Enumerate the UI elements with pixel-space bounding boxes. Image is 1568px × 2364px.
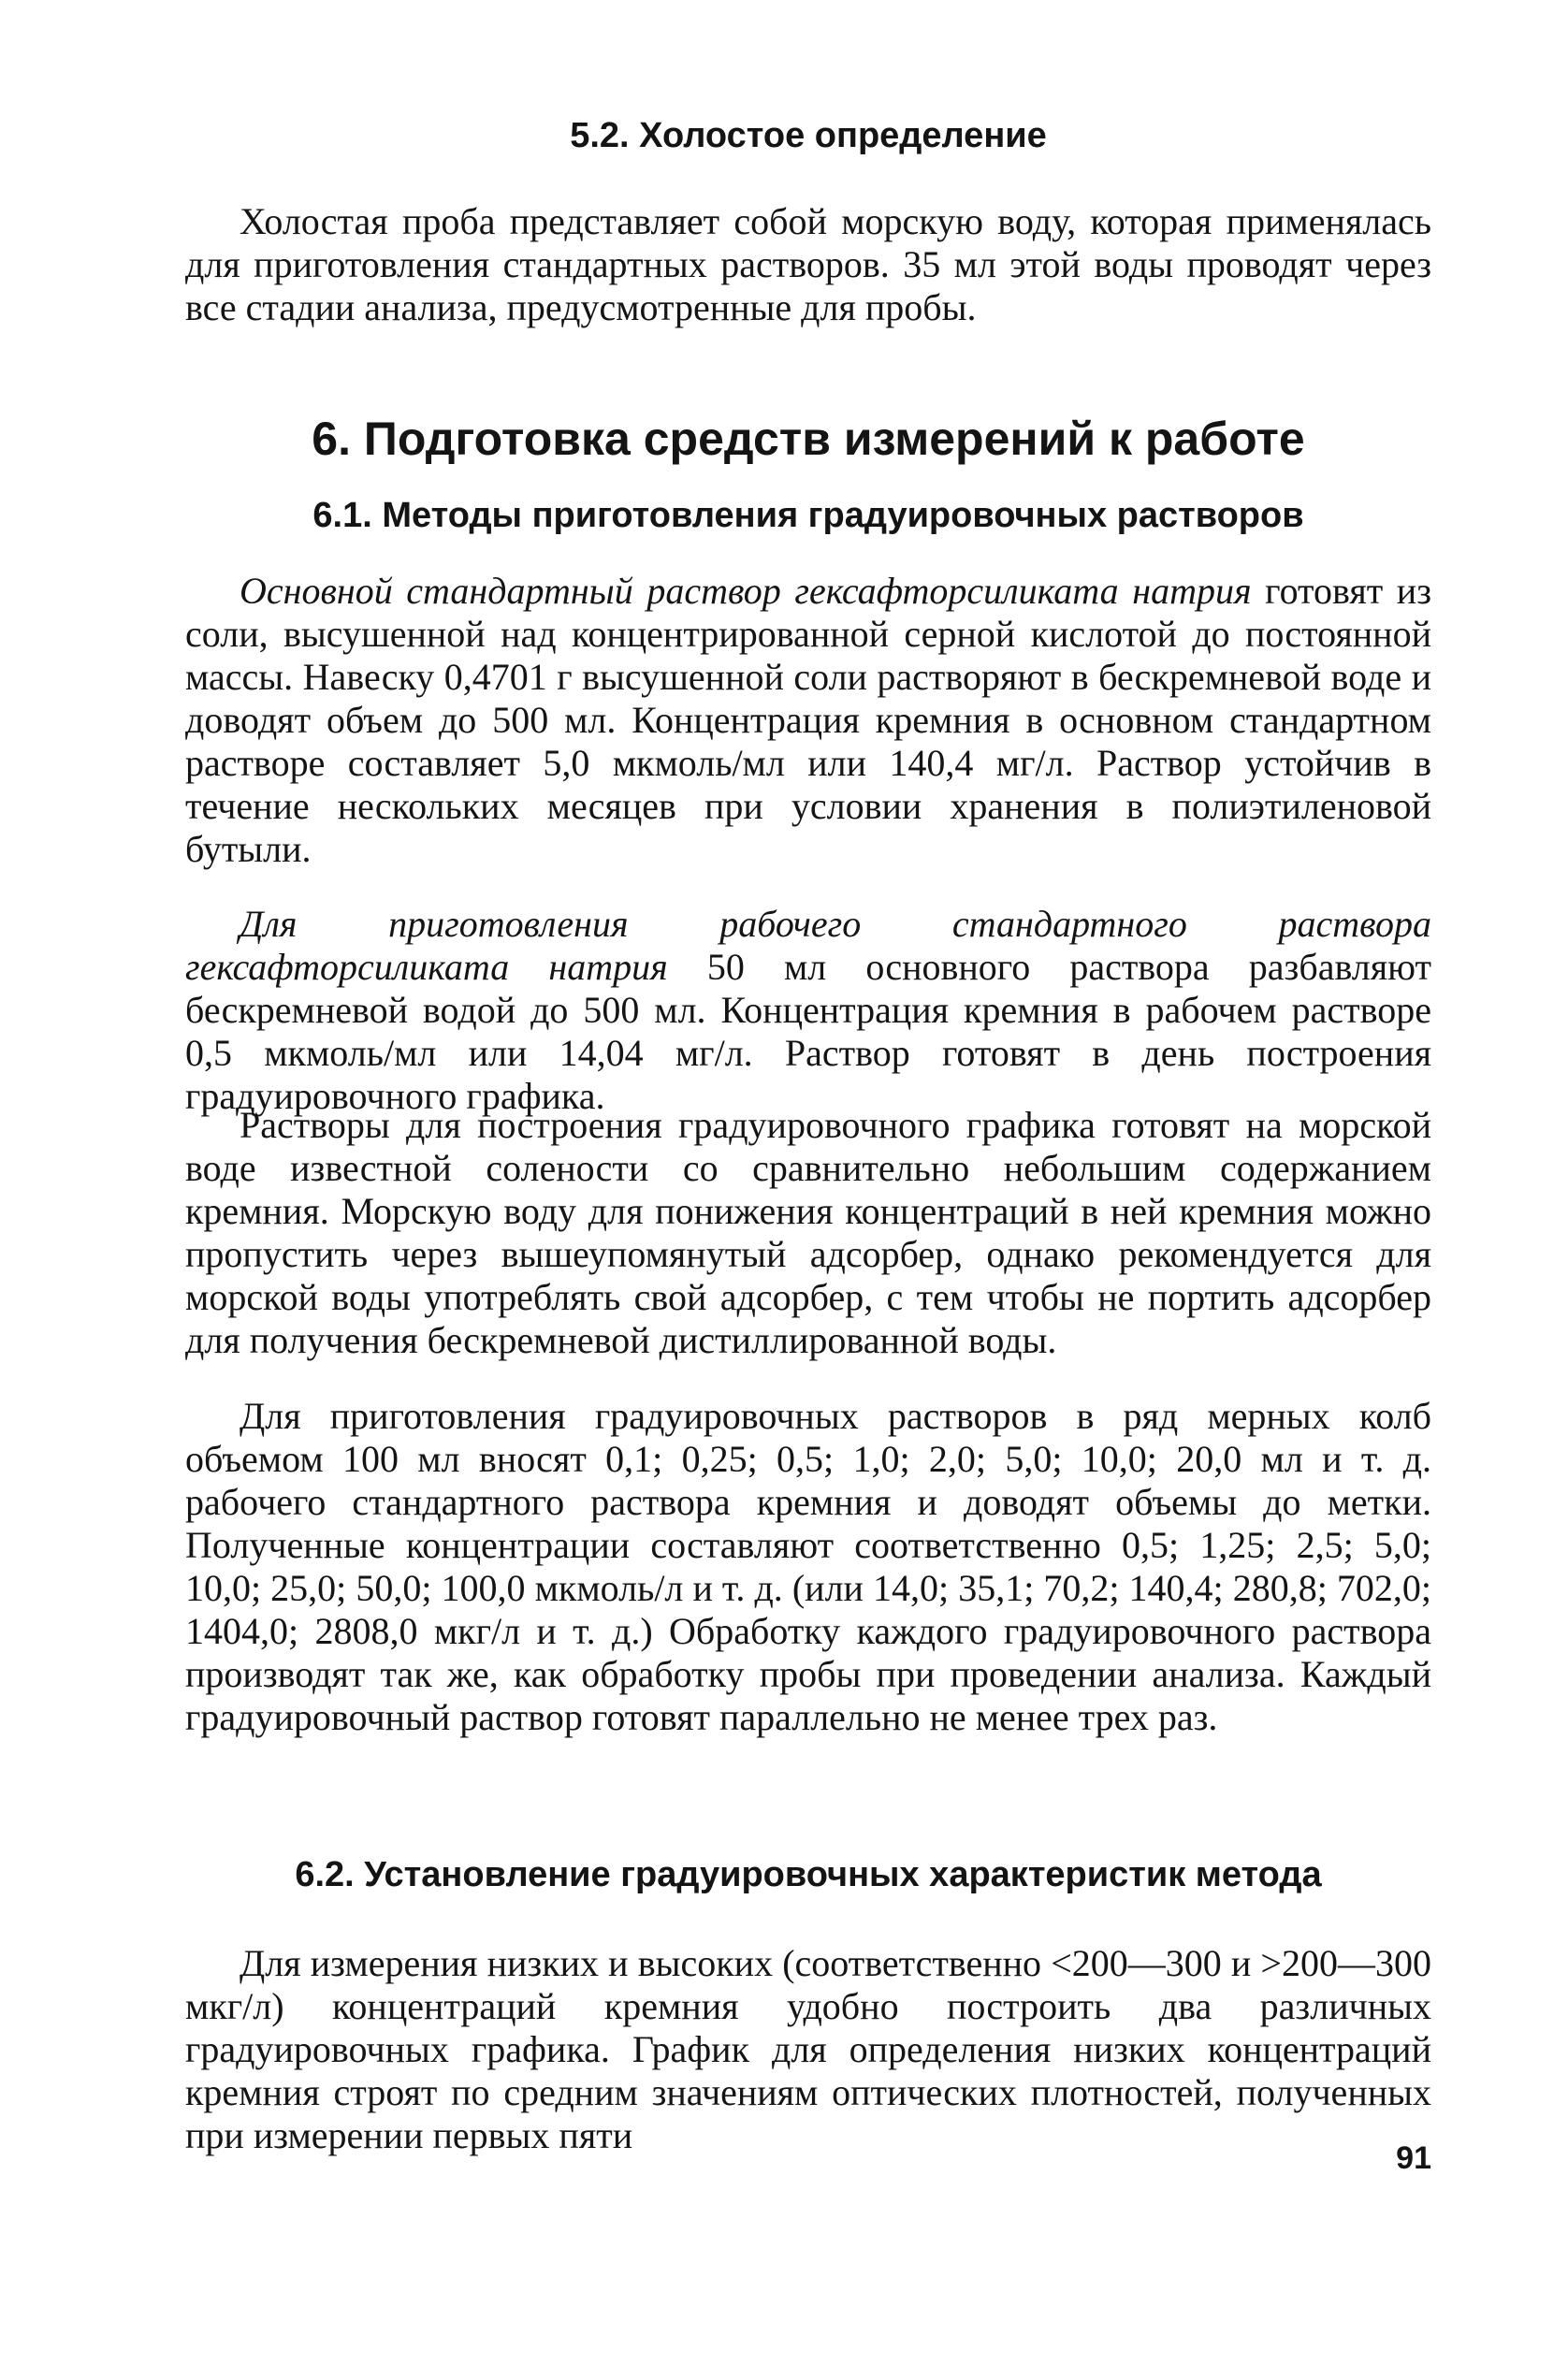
paragraph-2-body: 50 мл основного раствора разбавляют бескремневой водой до 500 мл. Концентрация кремния в рабочем растворе 0,5 мкмоль/мл или 14,04 мг/л. Раствор готовят в день построения градуировочного графика. bbox=[185, 946, 1431, 1117]
section-6-2-heading: 6.2. Установление градуировочных характеристик метода bbox=[295, 1855, 1322, 1894]
section-5-2-paragraph: Холостая проба представляет собой морскую воду, которая применялась для приготовления стандартных растворов. 35 мл этой воды проводят через все стадии анализа, предусмотренные для пробы. bbox=[185, 200, 1431, 328]
paragraph-1-body: готовят из соли, высушенной над концентрированной серной кислотой до постоянной массы. Навеску 0,4701 г высушенной соли растворяют в бескремневой воде и доводят объем до 500 мл. Концентрация кремния в основном стандартном растворе составляет 5,0 мкмоль/мл или 140,4 мг/л. Раствор устойчив в течение нескольких месяцев при условии хранения в полиэтиленовой бутыли. bbox=[185, 570, 1432, 870]
section-6-1-heading: 6.1. Методы приготовления градуировочных растворов bbox=[312, 496, 1304, 535]
section-6-1-paragraph-1 bbox=[185, 570, 1431, 871]
section-6-1-paragraph-2 bbox=[185, 903, 1431, 1118]
section-5-2-heading: 5.2. Холостое определение bbox=[570, 116, 1047, 155]
section-6-2-paragraph: Для измерения низких и высоких (соответственно <200—300 и >200—300 мкг/л) концентраций кремния удобно построить два различных градуировочных графика. График для определения низких концентраций кремния строят по средним значениям оптических плотностей, полученных при измерении первых пяти bbox=[185, 1942, 1431, 2156]
section-6-heading: 6. Подготовка средств измерений к работе bbox=[312, 413, 1305, 465]
paragraph-1-italic-lead: Основной стандартный раствор гексафторсиликата натрия bbox=[240, 570, 1252, 612]
page-number: 91 bbox=[1396, 2140, 1431, 2176]
section-6-1-paragraph-4: Для приготовления градуировочных растворов в ряд мерных колб объемом 100 мл вносят 0,1; 0,25; 0,5; 1,0; 2,0; 5,0; 10,0; 20,0 мл и т. д. рабочего стандартного раствора кремния и доводят объемы до метки. Полученные концентрации составляют соответственно 0,5; 1,25; 2,5; 5,0; 10,0; 25,0; 50,0; 100,0 мкмоль/л и т. д. (или 14,0; 35,1; 70,2; 140,4; 280,8; 702,0; 1404,0; 2808,0 мкг/л и т. д.) Обработку каждого градуировочного раствора производят так же, как обработку пробы при проведении анализа. Каждый градуировочный раствор готовят параллельно не менее трех раз. bbox=[185, 1395, 1431, 1738]
paragraph-2-italic-lead: Для приготовления рабочего стандартного раствора гексафторсиликата натрия bbox=[185, 903, 1431, 988]
section-6-1-paragraph-3: Растворы для построения градуировочного графика готовят на морской воде известной солености со сравнительно небольшим содержанием кремния. Морскую воду для понижения концентраций в ней кремния можно пропустить через вышеупомянутый адсорбер, однако рекомендуется для морской воды употреблять свой адсорбер, с тем чтобы не портить адсорбер для получения бескремневой дистиллированной воды. bbox=[185, 1104, 1431, 1361]
